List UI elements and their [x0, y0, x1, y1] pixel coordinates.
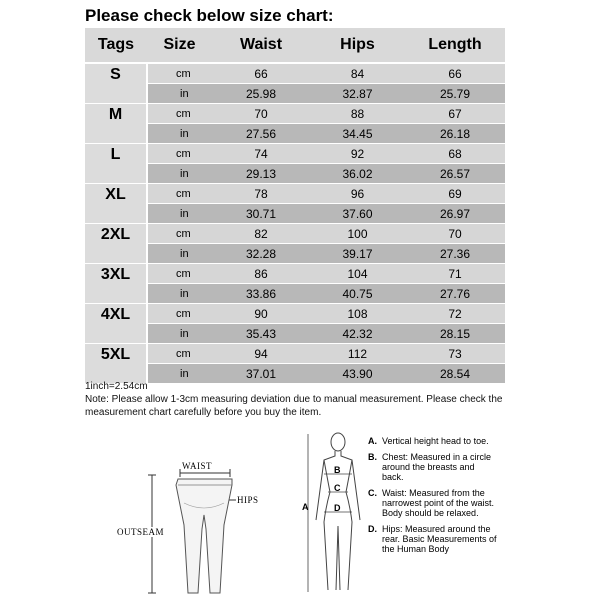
size-tag: 5XL [85, 344, 147, 384]
length-cell: 73 [405, 344, 505, 364]
hips-cell: 40.75 [310, 284, 405, 304]
body-diagram [300, 430, 370, 600]
table-row [85, 204, 505, 224]
table-row [85, 304, 505, 324]
size-tag: 3XL [85, 264, 147, 304]
hips-cell: 34.45 [310, 124, 405, 144]
length-cell: 26.97 [405, 204, 505, 224]
waist-cell: 66 [212, 63, 310, 84]
unit-cell: in [147, 324, 212, 344]
hips-cell: 42.32 [310, 324, 405, 344]
body-measurement-legend [368, 436, 498, 560]
hips-cell: 100 [310, 224, 405, 244]
header-size: Size [147, 28, 212, 63]
table-row [85, 224, 505, 244]
table-header-row [85, 28, 505, 63]
unit-cell: in [147, 364, 212, 384]
table-row [85, 244, 505, 264]
unit-cell: in [147, 244, 212, 264]
table-row [85, 144, 505, 164]
size-table-container [85, 28, 505, 384]
size-tag: L [85, 144, 147, 184]
table-row [85, 84, 505, 104]
body-label-b: B [334, 465, 341, 475]
conversion-note: 1inch=2.54cm [85, 381, 148, 392]
size-tag: 2XL [85, 224, 147, 264]
legend-item-d: D. Hips: Measured around the rear. Basic Measurements of the Human Body [368, 524, 497, 554]
unit-cell: cm [147, 224, 212, 244]
size-chart-title: Please check below size chart: [85, 6, 334, 25]
waist-cell: 78 [212, 184, 310, 204]
hips-cell: 96 [310, 184, 405, 204]
hips-cell: 88 [310, 104, 405, 124]
waist-cell: 33.86 [212, 284, 310, 304]
waist-cell: 25.98 [212, 84, 310, 104]
length-cell: 25.79 [405, 84, 505, 104]
hips-cell: 92 [310, 144, 405, 164]
table-row [85, 104, 505, 124]
table-row [85, 164, 505, 184]
unit-cell: in [147, 284, 212, 304]
size-tag: 4XL [85, 304, 147, 344]
size-table [85, 28, 505, 384]
hips-cell: 43.90 [310, 364, 405, 384]
hips-cell: 36.02 [310, 164, 405, 184]
unit-cell: cm [147, 304, 212, 324]
length-cell: 28.54 [405, 364, 505, 384]
size-table-body [85, 63, 505, 384]
length-cell: 28.15 [405, 324, 505, 344]
header-length: Length [405, 28, 505, 63]
waist-cell: 35.43 [212, 324, 310, 344]
hips-cell: 112 [310, 344, 405, 364]
length-cell: 69 [405, 184, 505, 204]
unit-cell: cm [147, 63, 212, 84]
unit-cell: in [147, 204, 212, 224]
length-cell: 26.18 [405, 124, 505, 144]
header-waist: Waist [212, 28, 310, 63]
hips-cell: 39.17 [310, 244, 405, 264]
waist-cell: 74 [212, 144, 310, 164]
waist-cell: 70 [212, 104, 310, 124]
length-cell: 68 [405, 144, 505, 164]
hips-cell: 37.60 [310, 204, 405, 224]
size-tag: M [85, 104, 147, 144]
unit-cell: cm [147, 264, 212, 284]
length-cell: 67 [405, 104, 505, 124]
length-cell: 27.76 [405, 284, 505, 304]
disclaimer-note: Note: Please allow 1-3cm measuring deviation due to manual measurement. Please check the measurement chart carefully before you buy the item. [85, 394, 503, 418]
hips-cell: 32.87 [310, 84, 405, 104]
table-row [85, 63, 505, 84]
waist-cell: 94 [212, 344, 310, 364]
length-cell: 71 [405, 264, 505, 284]
body-label-a: A [302, 502, 309, 512]
length-cell: 66 [405, 63, 505, 84]
waist-cell: 90 [212, 304, 310, 324]
legend-item-a: A. Vertical height head to toe. [368, 436, 489, 446]
hips-cell: 104 [310, 264, 405, 284]
hips-cell: 84 [310, 63, 405, 84]
body-label-d: D [334, 503, 341, 513]
outseam-label: OUTSEAM [117, 527, 165, 537]
unit-cell: cm [147, 184, 212, 204]
unit-cell: cm [147, 144, 212, 164]
leggings-diagram [117, 455, 270, 600]
table-row [85, 324, 505, 344]
table-row [85, 264, 505, 284]
unit-cell: in [147, 124, 212, 144]
waist-cell: 86 [212, 264, 310, 284]
length-cell: 72 [405, 304, 505, 324]
unit-cell: cm [147, 344, 212, 364]
table-row [85, 124, 505, 144]
waist-cell: 32.28 [212, 244, 310, 264]
legend-item-b: B. Chest: Measured in a circle around the breasts and back. [368, 452, 492, 482]
unit-cell: cm [147, 104, 212, 124]
size-tag: S [85, 63, 147, 104]
waist-cell: 30.71 [212, 204, 310, 224]
size-tag: XL [85, 184, 147, 224]
waist-cell: 27.56 [212, 124, 310, 144]
length-cell: 27.36 [405, 244, 505, 264]
body-label-c: C [334, 483, 341, 493]
waist-cell: 29.13 [212, 164, 310, 184]
unit-cell: in [147, 164, 212, 184]
table-row [85, 344, 505, 364]
legend-item-c: C. Waist: Measured from the narrowest point of the waist. Body should be relaxed. [368, 488, 495, 518]
table-row [85, 284, 505, 304]
hips-label: HIPS [237, 495, 259, 505]
length-cell: 26.57 [405, 164, 505, 184]
notes-block [85, 380, 505, 419]
waist-label: WAIST [182, 461, 212, 471]
human-body-illustration [300, 430, 370, 600]
length-cell: 70 [405, 224, 505, 244]
header-tags: Tags [85, 28, 147, 63]
waist-cell: 37.01 [212, 364, 310, 384]
hips-cell: 108 [310, 304, 405, 324]
table-row [85, 184, 505, 204]
unit-cell: in [147, 84, 212, 104]
header-hips: Hips [310, 28, 405, 63]
waist-cell: 82 [212, 224, 310, 244]
